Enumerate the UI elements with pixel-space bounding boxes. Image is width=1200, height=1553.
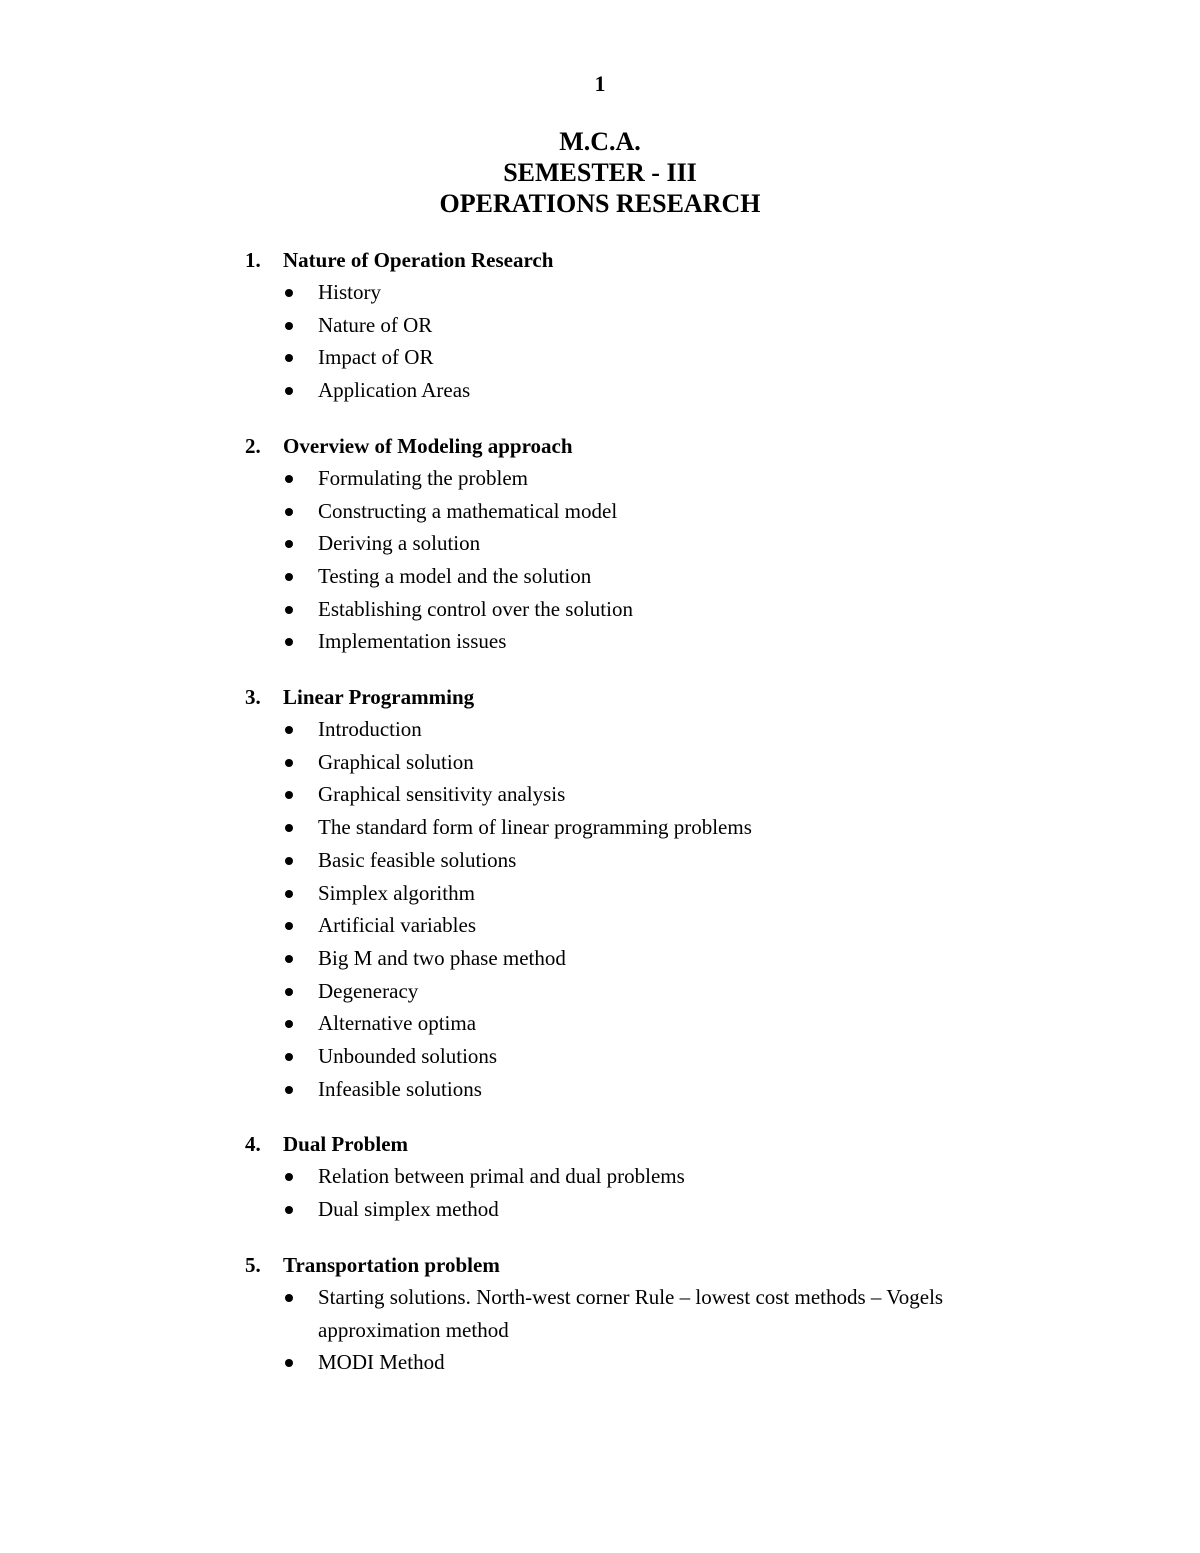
list-item [245,811,985,844]
section-title: Dual Problem [283,1132,409,1157]
section-number: 5. [245,1252,261,1277]
bullet-icon [245,341,318,374]
list-item [245,746,985,779]
topic-text: Graphical solution [318,749,474,774]
topic-list [245,276,985,407]
section-title: Nature of Operation Research [283,248,554,272]
topic-text: Introduction [318,717,422,742]
list-item [245,625,985,658]
bullet-icon [245,746,318,779]
topic-text: Relation between primal and dual problems [318,1164,685,1189]
list-item [245,942,985,975]
section-number: 3. [245,685,261,710]
list-item [245,1160,985,1193]
list-item [245,909,985,942]
syllabus-section [245,1249,985,1379]
topic-text: Alternative optima [318,1011,477,1036]
program-title: M.C.A. [559,127,641,156]
bullet-icon [245,713,318,746]
topic-text: Formulating the problem [318,465,528,490]
topic-text: Application Areas [318,378,471,403]
bullet-icon [245,1073,318,1106]
list-item [245,495,985,528]
syllabus-content [245,244,985,1402]
list-item [245,1346,985,1379]
bullet-icon [245,909,318,942]
topic-list [245,713,985,1105]
section-heading [245,681,985,713]
bullet-icon [245,276,318,309]
list-item [245,374,985,407]
bullet-icon [245,560,318,593]
list-item [245,593,985,626]
topic-text: Big M and two phase method [318,945,566,970]
list-item [245,844,985,877]
syllabus-section [245,681,985,1105]
document-title [0,126,1200,219]
syllabus-section [245,1128,985,1225]
section-heading [245,1249,985,1281]
section-heading [245,1128,985,1160]
list-item [245,309,985,342]
section-title: Overview of Modeling approach [283,433,573,458]
topic-list [245,1160,985,1225]
list-item [245,341,985,374]
bullet-icon [245,811,318,844]
list-item [245,1281,985,1346]
topic-text: Impact of OR [318,345,434,370]
topic-text: Dual simplex method [318,1197,499,1222]
bullet-icon [245,1007,318,1040]
syllabus-section [245,244,985,407]
topic-text: Nature of OR [318,312,433,337]
bullet-icon [245,1346,318,1379]
bullet-icon [245,1040,318,1073]
topic-text: History [318,280,381,304]
syllabus-section [245,430,985,658]
section-number: 1. [245,248,261,272]
topic-text: Starting solutions. North-west corner Rule – lowest cost methods – Vogels approximation method [318,1284,944,1342]
bullet-icon [245,625,318,658]
list-item [245,1040,985,1073]
topic-list [245,1281,985,1379]
bullet-icon [245,593,318,626]
bullet-icon [245,374,318,407]
list-item [245,778,985,811]
list-item [245,877,985,910]
topic-text: Graphical sensitivity analysis [318,782,566,807]
topic-text: Unbounded solutions [318,1044,498,1069]
semester-title: SEMESTER - III [503,158,697,187]
bullet-icon [245,975,318,1008]
bullet-icon [245,1193,318,1226]
topic-text: Basic feasible solutions [318,847,517,872]
list-item [245,975,985,1008]
topic-text: Constructing a mathematical model [318,498,618,523]
topic-text: MODI Method [318,1350,445,1375]
topic-text: Testing a model and the solution [318,563,592,588]
bullet-icon [245,495,318,528]
topic-text: Infeasible solutions [318,1076,482,1101]
bullet-icon [245,1281,318,1346]
topic-text: The standard form of linear programming problems [318,815,752,840]
bullet-icon [245,877,318,910]
list-item [245,713,985,746]
section-number: 4. [245,1132,261,1157]
section-number: 2. [245,433,261,458]
topic-text: Deriving a solution [318,531,481,556]
list-item [245,276,985,309]
bullet-icon [245,527,318,560]
section-heading [245,430,985,462]
bullet-icon [245,309,318,342]
bullet-icon [245,844,318,877]
list-item [245,1073,985,1106]
bullet-icon [245,1160,318,1193]
section-heading [245,244,985,276]
topic-text: Degeneracy [318,978,419,1003]
list-item [245,462,985,495]
section-title: Linear Programming [283,685,475,710]
list-item [245,1007,985,1040]
bullet-icon [245,778,318,811]
list-item [245,527,985,560]
list-item [245,560,985,593]
bullet-icon [245,942,318,975]
course-title: OPERATIONS RESEARCH [439,189,761,218]
topic-text: Artificial variables [318,913,477,938]
topic-list [245,462,985,658]
bullet-icon [245,462,318,495]
list-item [245,1193,985,1226]
topic-text: Simplex algorithm [318,880,475,905]
topic-text: Implementation issues [318,629,507,654]
section-title: Transportation problem [283,1252,500,1277]
topic-text: Establishing control over the solution [318,596,633,621]
page-number: 1 [594,71,606,96]
